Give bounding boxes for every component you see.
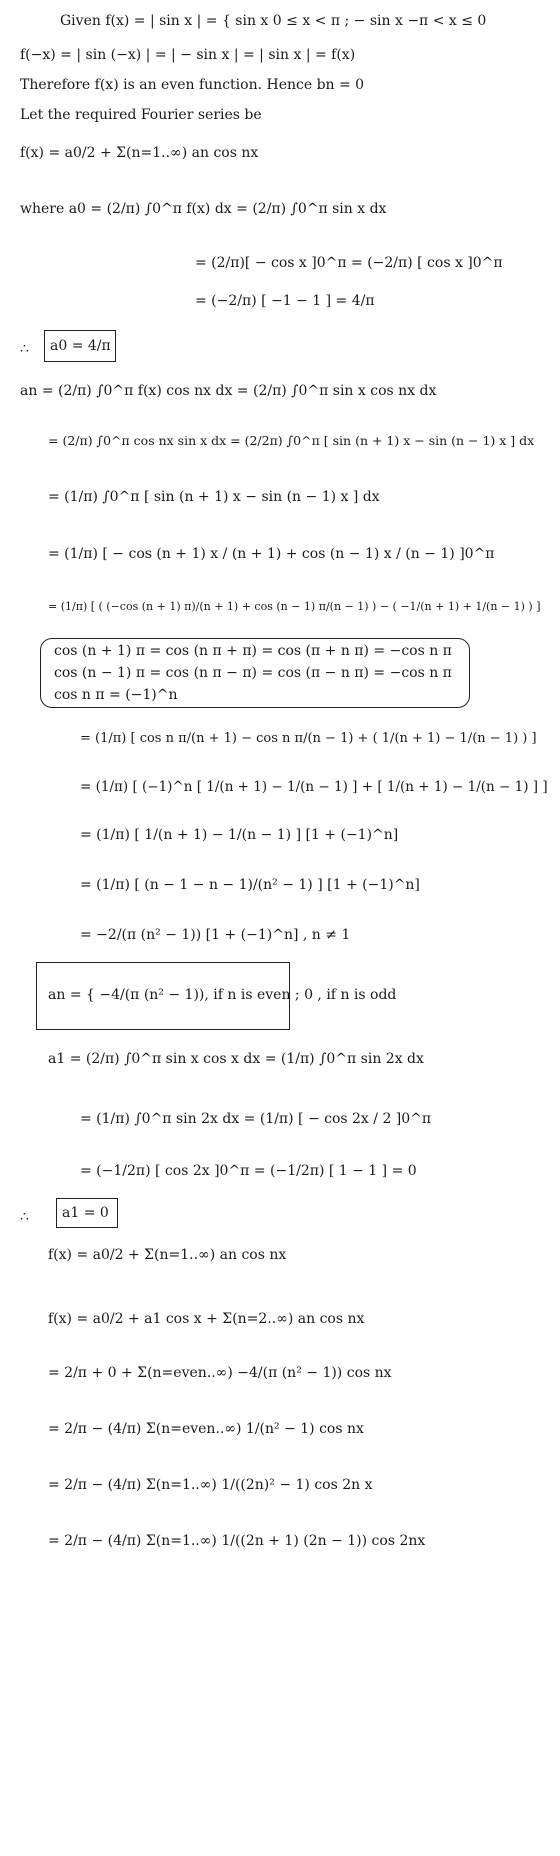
- an-step-2: = (1/π) ∫0^π [ sin (n + 1) x − sin (n − 1) x ] dx: [48, 489, 380, 505]
- an-step-9: = −2/(π (n² − 1)) [1 + (−1)^n] , n ≠ 1: [80, 927, 351, 943]
- an-step-5: = (1/π) [ cos n π/(n + 1) − cos n π/(n − 1) + ( 1/(n + 1) − 1/(n − 1) ) ]: [80, 731, 537, 746]
- identity-1: cos (n + 1) π = cos (n π + π) = cos (π + n π) = −cos n π: [54, 643, 452, 659]
- an-step-7: = (1/π) [ 1/(n + 1) − 1/(n − 1) ] [1 + (−1)^n]: [80, 827, 399, 843]
- series-expanded: f(x) = a0/2 + a1 cos x + Σ(n=2..∞) an cos nx: [48, 1311, 365, 1327]
- a1-result: a1 = 0: [62, 1205, 109, 1221]
- therefore-symbol: ∴: [20, 341, 29, 357]
- even-conclusion: Therefore f(x) is an even function. Hence bn = 0: [20, 77, 365, 93]
- series-restated: f(x) = a0/2 + Σ(n=1..∞) an cos nx: [48, 1247, 287, 1263]
- therefore-symbol-2: ∴: [20, 1209, 29, 1225]
- a0-integral: where a0 = (2/π) ∫0^π f(x) dx = (2/π) ∫0^π sin x dx: [20, 201, 387, 217]
- an-step-1: = (2/π) ∫0^π cos nx sin x dx = (2/2π) ∫0^π [ sin (n + 1) x − sin (n − 1) x ] dx: [48, 433, 535, 448]
- a1-step-2: = (−1/2π) [ cos 2x ]0^π = (−1/2π) [ 1 − 1 ] = 0: [80, 1163, 417, 1179]
- series-step-2: = 2/π − (4/π) Σ(n=even..∞) 1/(n² − 1) cos nx: [48, 1421, 364, 1437]
- an-integral: an = (2/π) ∫0^π f(x) cos nx dx = (2/π) ∫0^π sin x cos nx dx: [20, 383, 437, 399]
- an-step-8: = (1/π) [ (n − 1 − n − 1)/(n² − 1) ] [1 + (−1)^n]: [80, 877, 420, 893]
- a0-step-2: = (−2/π) [ −1 − 1 ] = 4/π: [195, 293, 375, 309]
- series-intro: Let the required Fourier series be: [20, 107, 262, 123]
- an-result: an = { −4/(π (n² − 1)), if n is even ; 0 , if n is odd: [48, 987, 397, 1003]
- a1-step-1: = (1/π) ∫0^π sin 2x dx = (1/π) [ − cos 2x / 2 ]0^π: [80, 1111, 432, 1127]
- series-step-3: = 2/π − (4/π) Σ(n=1..∞) 1/((2n)² − 1) cos 2n x: [48, 1477, 373, 1493]
- given-function: Given f(x) = | sin x | = { sin x 0 ≤ x < π ; − sin x −π < x ≤ 0: [60, 13, 487, 29]
- series-definition: f(x) = a0/2 + Σ(n=1..∞) an cos nx: [20, 145, 259, 161]
- a0-step-1: = (2/π)[ − cos x ]0^π = (−2/π) [ cos x ]0^π: [195, 255, 503, 271]
- an-step-4: = (1/π) [ ( (−cos (n + 1) π)/(n + 1) + cos (n − 1) π/(n − 1) ) − ( −1/(n + 1) + 1/(n − 1) ) ]: [48, 600, 541, 613]
- series-final: = 2/π − (4/π) Σ(n=1..∞) 1/((2n + 1) (2n − 1)) cos 2nx: [48, 1533, 426, 1549]
- identity-2: cos (n − 1) π = cos (n π − π) = cos (π − n π) = −cos n π: [54, 665, 452, 681]
- an-step-6: = (1/π) [ (−1)^n [ 1/(n + 1) − 1/(n − 1) ] + [ 1/(n + 1) − 1/(n − 1) ] ]: [80, 779, 548, 795]
- a1-integral: a1 = (2/π) ∫0^π sin x cos x dx = (1/π) ∫0^π sin 2x dx: [48, 1051, 424, 1067]
- an-step-3: = (1/π) [ − cos (n + 1) x / (n + 1) + cos (n − 1) x / (n − 1) ]0^π: [48, 546, 495, 562]
- series-step-1: = 2/π + 0 + Σ(n=even..∞) −4/(π (n² − 1)) cos nx: [48, 1365, 392, 1381]
- identity-3: cos n π = (−1)^n: [54, 687, 178, 703]
- a0-result: a0 = 4/π: [50, 338, 111, 354]
- even-check: f(−x) = | sin (−x) | = | − sin x | = | sin x | = f(x): [20, 47, 356, 63]
